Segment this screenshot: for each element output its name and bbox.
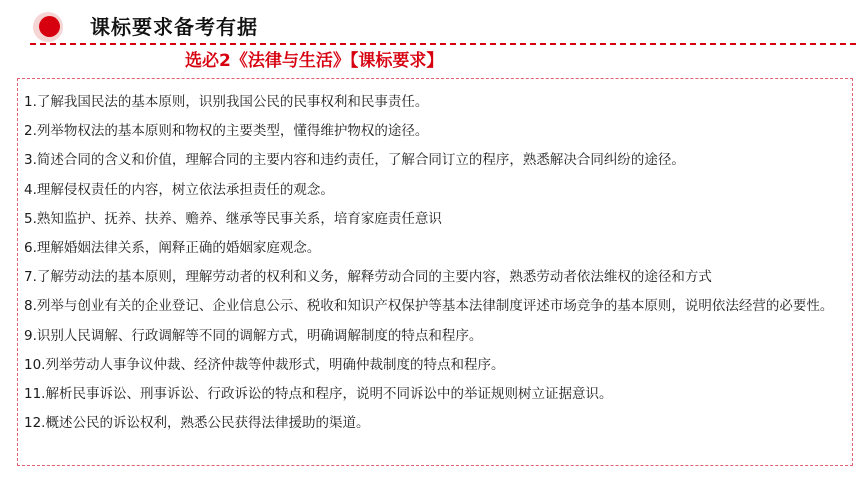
list-item: 7.了解劳动法的基本原则，理解劳动者的权利和义务，解释劳动合同的主要内容，熟悉劳动者依法维权的途径和方式 xyxy=(24,269,712,286)
list-item: 4.理解侵权责任的内容，树立依法承担责任的观念。 xyxy=(24,181,334,198)
section-subtitle: 选必2《法律与生活》【课标要求】 xyxy=(185,51,444,71)
list-item: 2.列举物权法的基本原则和物权的主要类型，懂得维护物权的途径。 xyxy=(24,123,429,140)
list-item: 10.列举劳动人事争议仲裁、经济仲裁等仲裁形式，明确仲裁制度的特点和程序。 xyxy=(24,356,505,373)
list-item: 9.识别人民调解、行政调解等不同的调解方式，明确调解制度的特点和程序。 xyxy=(24,327,483,344)
header-divider xyxy=(30,43,856,45)
header-bullet-icon xyxy=(39,16,60,37)
list-item: 11.解析民事诉讼、刑事诉讼、行政诉讼的特点和程序，说明不同诉讼中的举证规则树立证据意识。 xyxy=(24,386,613,403)
list-item: 8.列举与创业有关的企业登记、企业信息公示、税收和知识产权保护等基本法律制度评述市场竞争的基本原则，说明依法经营的必要性。 xyxy=(24,298,834,315)
list-item: 6.理解婚姻法律关系，阐释正确的婚姻家庭观念。 xyxy=(24,240,321,257)
page-title: 课标要求备考有据 xyxy=(90,15,258,39)
list-item: 1.了解我国民法的基本原则，识别我国公民的民事权利和民事责任。 xyxy=(24,94,429,110)
requirements-list xyxy=(24,88,848,438)
list-item: 5.熟知监护、抚养、扶养、赡养、继承等民事关系，培育家庭责任意识 xyxy=(24,210,442,227)
list-item: 3.简述合同的含义和价值，理解合同的主要内容和违约责任，了解合同订立的程序，熟悉解决合同纠纷的途径。 xyxy=(24,152,685,169)
list-item: 12.概述公民的诉讼权利，熟悉公民获得法律援助的渠道。 xyxy=(24,415,370,432)
